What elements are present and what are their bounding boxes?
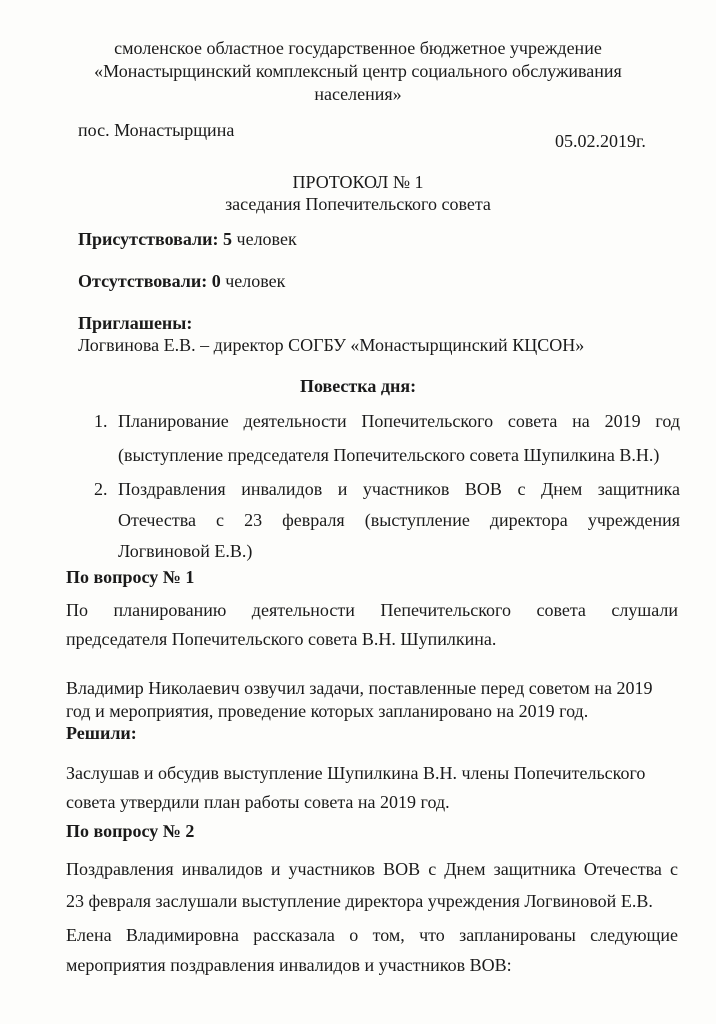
q2-line-1: Поздравления инвалидов и участников ВОВ с Днем защитника Отечества с xyxy=(66,859,678,879)
agenda-item-2-line-1: Поздравления инвалидов и участников ВОВ с Днем защитника xyxy=(118,479,680,499)
protocol-subtitle: заседания Попечительского совета xyxy=(225,194,491,214)
decided-line-2: совета утвердили план работы совета на 2019 год. xyxy=(66,792,450,812)
q2-title: По вопросу № 2 xyxy=(66,821,195,841)
q2-line-3: Елена Владимировна рассказала о том, что запланированы следующие xyxy=(66,925,678,945)
agenda-item-2-line-3: Логвиновой Е.В.) xyxy=(118,541,253,561)
agenda-item-2-line-2: Отечества с 23 февраля (выступление директора учреждения xyxy=(118,510,680,530)
present-unit: человек xyxy=(236,229,297,249)
q2-line-2: 23 февраля заслушали выступление директора учреждения Логвиновой Е.В. xyxy=(66,891,653,911)
org-line-1: смоленское областное государственное бюджетное учреждение xyxy=(114,38,602,58)
q1-line-1: По планированию деятельности Пепечительского совета слушали xyxy=(66,600,678,620)
date-text: 05.02.2019г. xyxy=(555,131,646,151)
present-count: 5 xyxy=(223,229,233,249)
place-text: пос. Монастырщина xyxy=(78,120,235,140)
invited-text: Логвинова Е.В. – директор СОГБУ «Монастырщинский КЦСОН» xyxy=(78,335,585,355)
absent-label: Отсутствовали: xyxy=(78,271,208,291)
q1-title: По вопросу № 1 xyxy=(66,567,195,587)
q1-line-2: председателя Попечительского совета В.Н. Шупилкина. xyxy=(66,629,497,649)
protocol-title: ПРОТОКОЛ № 1 xyxy=(292,172,424,192)
absent-line xyxy=(78,271,285,292)
agenda-item-1-number: 1. xyxy=(94,411,108,431)
org-line-2: «Монастырщинский комплексный центр социального обслуживания xyxy=(94,61,622,81)
invited-label: Приглашены: xyxy=(78,313,193,333)
absent-count: 0 xyxy=(211,271,221,291)
agenda-item-2-number: 2. xyxy=(94,479,108,499)
q1-line-4: год и мероприятия, проведение которых запланировано на 2019 год. xyxy=(66,701,589,721)
present-line xyxy=(78,229,297,250)
agenda-item-1-line-1: Планирование деятельности Попечительского совета на 2019 год xyxy=(118,411,680,431)
q1-line-3: Владимир Николаевич озвучил задачи, поставленные перед советом на 2019 xyxy=(66,678,653,698)
agenda-item-1-line-2: (выступление председателя Попечительского совета Шупилкина В.Н.) xyxy=(118,445,660,465)
q2-line-4: мероприятия поздравления инвалидов и участников ВОВ: xyxy=(66,955,512,975)
agenda-title: Повестка дня: xyxy=(299,376,417,396)
org-line-3: населения» xyxy=(314,84,402,104)
decided-title: Решили: xyxy=(66,723,137,743)
absent-unit: человек xyxy=(225,271,286,291)
present-label: Присутствовали: xyxy=(78,229,219,249)
decided-line-1: Заслушав и обсудив выступление Шупилкина В.Н. члены Попечительского xyxy=(66,763,646,783)
